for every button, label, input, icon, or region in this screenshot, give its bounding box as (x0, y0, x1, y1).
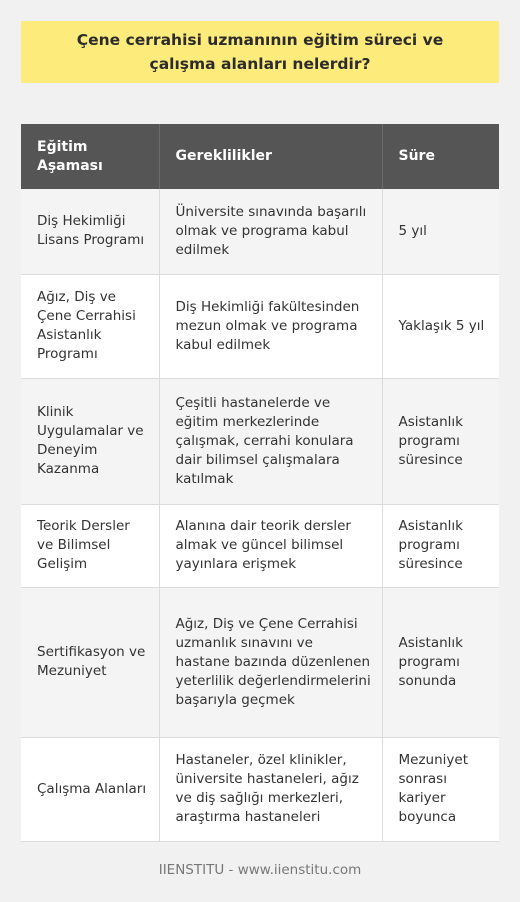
requirements-cell: Ağız, Diş ve Çene Cerrahisi uzmanlık sınavını ve hastane bazında düzenlenen yeterlilik değerlendirmelerini başarıyla geçmek (159, 587, 382, 737)
title-banner (21, 21, 499, 83)
duration-cell: 5 yıl (382, 189, 499, 274)
requirements-cell: Çeşitli hastanelerde ve eğitim merkezlerinde çalışmak, cerrahi konulara dair bilimsel çalışmalara katılmak (159, 378, 382, 504)
column-header-duration: Süre (382, 124, 499, 189)
duration-cell: Asistanlık programı sonunda (382, 587, 499, 737)
duration-cell: Asistanlık programı süresince (382, 378, 499, 504)
table-row (21, 378, 499, 504)
column-header-requirements: Gereklilikler (159, 124, 382, 189)
stage-cell: Çalışma Alanları (21, 737, 159, 841)
stage-cell: Teorik Dersler ve Bilimsel Gelişim (21, 504, 159, 587)
requirements-cell: Diş Hekimliği fakültesinden mezun olmak ve programa kabul edilmek (159, 274, 382, 378)
footer-credit: IIENSTITU - www.iienstitu.com (158, 862, 362, 878)
stage-cell: Sertifikasyon ve Mezuniyet (21, 587, 159, 737)
stage-cell: Ağız, Diş ve Çene Cerrahisi Asistanlık Programı (21, 274, 159, 378)
table-row (21, 189, 499, 274)
column-header-stage: Eğitim Aşaması (21, 124, 159, 189)
duration-cell: Asistanlık programı süresince (382, 504, 499, 587)
requirements-cell: Alanına dair teorik dersler almak ve güncel bilimsel yayınlara erişmek (159, 504, 382, 587)
requirements-cell: Hastaneler, özel klinikler, üniversite hastaneleri, ağız ve diş sağlığı merkezleri, araştırma hastaneleri (159, 737, 382, 841)
table-row (21, 274, 499, 378)
duration-cell: Mezuniyet sonrası kariyer boyunca (382, 737, 499, 841)
table-row (21, 504, 499, 587)
stage-cell: Klinik Uygulamalar ve Deneyim Kazanma (21, 378, 159, 504)
requirements-cell: Üniversite sınavında başarılı olmak ve programa kabul edilmek (159, 189, 382, 274)
page-title: Çene cerrahisi uzmanının eğitim süreci ve çalışma alanları nelerdir? (76, 31, 444, 73)
education-table (21, 124, 499, 842)
stage-cell: Diş Hekimliği Lisans Programı (21, 189, 159, 274)
table-row (21, 587, 499, 737)
table-header-row (21, 124, 499, 189)
table-row (21, 737, 499, 841)
duration-cell: Yaklaşık 5 yıl (382, 274, 499, 378)
